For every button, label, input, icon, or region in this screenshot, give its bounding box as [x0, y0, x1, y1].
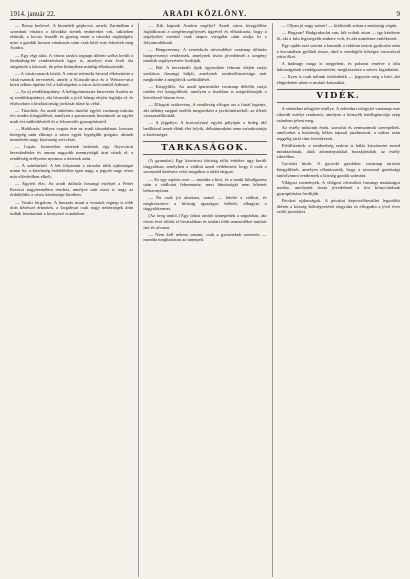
article-paragraph: — Halálozás. Súlyos csapás érte az aradi társadalmat: hosszas betegség után elhunyt a város egyik legrégibb polgára, akinek temetésén nagy közönség vett részt. — [10, 126, 134, 143]
column-1 — [10, 23, 133, 577]
article-paragraph: — Én csak jót akartam, uram! — felelte a vádlott, és megköszönve a bíróság igazságos ítéletét, elhagyta a tárgyalótermet. — [143, 195, 267, 212]
page-header — [10, 6, 400, 20]
article-paragraph: — Nem kell nekem semmi, csak a gyermekek szeretete — mondta meghatottan az ünnepelt. — [143, 231, 267, 243]
article-paragraph: — Kik kapnak Aradon segélyt? Aradi város közgyűlése foglalkozott a szegénysegélyezés ügyével és elhatározta, hogy a segélyeket ezentul csak alapos vizsgálat után utalja ki a folyamodóknak. — [143, 23, 267, 45]
article-paragraph: Világosi események. A világosi olvasókör farsangi mulatságot rendez, amelynek tiszta jövedelmét a kör könyvtárának gyarapítására fordítják. — [276, 179, 400, 196]
article-paragraph: — Egyleti élet. Az aradi dalárda farsangi estélyét a Fehér Kereszt nagytermében rendezi, amelyre már most is nagy az érdeklődés a város közönsége körében. — [10, 181, 134, 198]
article-paragraph: — A jégpálya. A korcsolyázó egylet pályáján a hideg idő beálltával ismét élénk élet folyik, délutánonként zene szórakoztatja a közönséget. — [143, 120, 267, 137]
newspaper-title: ARADI KÖZLÖNY. — [162, 9, 248, 18]
article-paragraph: — Ilyen is csak nálunk történhetik — jegyezte meg a biró, aki elégedetten nézte a mulató katonákat. — [276, 74, 400, 85]
article-paragraph: — Elfogott szökevény. A rendőrség elfogta azt a fiatal legényt, aki néhány nappal ezelőtt megszökött a javítóintézetből; az illetőt visszaszállították. — [143, 102, 267, 119]
article-paragraph: (Az öreg tanító.) Egy falusi tanítót ünnepeltek a napokban, aki ötven évet töltött el hivatalában és ezalatt több nemzedéket tanított írni és olvasni. — [143, 213, 267, 230]
article-paragraph: Pécskai ujdonságok. A pécskai képviselőtestület legutóbbi ülésén a község költségvetését tárgyalta és elfogadta a jövő évre szóló javaslatot. — [276, 198, 400, 215]
article-paragraph: — Lopás. Ismeretlen tettesek betörtek egy Atya-utcai kereskedésbe és onnan nagyobb mennyiségű árut vittek el; a rendőrség erélyesen nyomoz a tettesek után. — [10, 144, 134, 161]
article-paragraph: A selenduri nőegylet estélye. A selenduri nőegylet vasárnap este sikerült estélyt rendezett, amelyen a környék intelligenciája szép számban jelent meg. — [276, 106, 400, 123]
page-number: 9 — [396, 10, 400, 18]
columns — [10, 23, 400, 577]
article-paragraph: Gyoroki hírek. A gyoroki gazdakör vasárnap tartotta közgyűlését, amelyen elhatározták, hogy a tavasszal gazdasági tanfolyamot rendeznek a község gazdái számára. — [276, 161, 400, 178]
article-paragraph: — Vasúti forgalom. A havazás miatt a vonatok tegnap is több órás késéssel érkeztek, a forgalmat csak nagy nehézségek árán tudták fenntartani a környező vonalakon. — [10, 199, 134, 216]
article-paragraph: Felülfizettek: a rendezőség ezúton is hálás köszönetet mond mindazoknak, akik adományaikkal hozzájárultak az estély sikeréhez. — [276, 143, 400, 160]
article-paragraph: — Hangverseny. A zeneiskola növendékei vasárnap délután hangversenyt rendeznek, amelynek tiszta jövedelmét a szegény tanulók segélyezésére fordítják. — [143, 46, 267, 64]
column-3 — [272, 23, 400, 577]
article-paragraph: — Rossz kedvvel. A kirendelt gépkocsi, amely Zarándban a szombati vásárra a falvakba siettek embereket vitt, utközben elakadt, a kocsis leszállt és gyalog ment a városba segítségért, mire a gazdák hosszu várakozás után csak késő este érkeztek meg Aradra. — [10, 23, 134, 51]
article-paragraph: — Tüzoltók. Az aradi önkéntes tüzoltó egylet vasárnap tartotta évi rendes közgyűlését, amelyen a parancsnok beszámolt az egylet mult évi működéséről és a felszerelés gyarapításáról. — [10, 107, 134, 124]
issue-date: 1914. január 22. — [10, 10, 56, 18]
article-paragraph: — A színházból. A hét folyamán a társulat több ujdonságot mutat be, a közönség érdeklődése igen nagy, a jegyek nagy része már elővételben elkelt. — [10, 162, 134, 179]
article-paragraph: — Bál. A kereskedő ifjak egyesülete február elején tartja szokásos farsangi bálját, amelynek rendezőbizottsága már megkezdte a meghívók szétküldését. — [143, 65, 267, 82]
article-paragraph: — Ez egy sajátos eset — mondta a bíró, és a tanúk kihallgatása után a vádlottat felmentette, mert bűnösségét nem lehetett bebizonyítani. — [143, 176, 267, 193]
article-paragraph: — Hogyan? Hadgyakorlat van, kik voltak ottan — igy kérdezte őt, aki a falu legöregebb embere volt, és aki mindenre emlékezett. — [276, 30, 400, 41]
article-paragraph: Az estély műsorán ének, szavalat és zeneszámok szerepeltek, amelyeket a közönség lelkes tapssal jutalmazott; a műsor után reggelig tartó tánc következett. — [276, 124, 400, 141]
article-paragraph: (A gyanuba.) Egy kisvárosi bíróság előtt érdekes ügy került tárgyalásra, amelyben a vádlott azzal védekezett, hogy ő csak a szomszéd kérésére vette magához a talált tárgyat. — [143, 158, 267, 175]
column-2 — [138, 23, 266, 577]
article-paragraph: A hadnagy maga is megjelent, és poharat emelve a falu lakosságának vendégszeretetére, megköszönte a szíves fogadtatást. — [276, 61, 400, 72]
article-paragraph: — A vásárcsarnok körül. A városi mérnöki hivatal elkészítette a vásárcsarnok tervezetét, amely a Kossuth-utca és a Weitzer-utca közti telken épülne fel; a költségeket a város kölcsönből fedezné. — [10, 70, 134, 88]
article-paragraph: Egy ujabb eset szerint a katonák a faluban tartott gyakorlat után a kocsmában gyűltek össze, ahol a vendéglős bőséges vacsorával várta őket. — [276, 42, 400, 60]
article-paragraph: — Közgyűlés. Az aradi ipartestület vasárnap délelőtt tartja rendes évi közgyűlését, amelyen a tisztikart is megválasztják a következő három évre. — [143, 83, 267, 100]
article-paragraph: — Az uj rendőrkapitány. A belügyminiszter kinevezte Aradra az uj rendőrkapitányt, aki hivatalát a jövő hónap elején foglalja el, és elsősorban a közbiztonság javítását tűzte ki célul. — [10, 89, 134, 106]
section-title: TARKASÁGOK. — [143, 141, 266, 155]
section-title: VIDÉK. — [277, 89, 400, 103]
article-paragraph: — Olyan jó nagy szüret! — kiáltották sokan a mulatság végén. — [281, 23, 398, 28]
article-paragraph: — Egy régi nóta. A városi tanács tegnapi ülésén szóba került a Szabadság-tér rendezésének ügye is, amelyet már évek óta sürgetnek a lakosok, de pénz hiányában mindig elhalasztották. — [10, 52, 134, 69]
